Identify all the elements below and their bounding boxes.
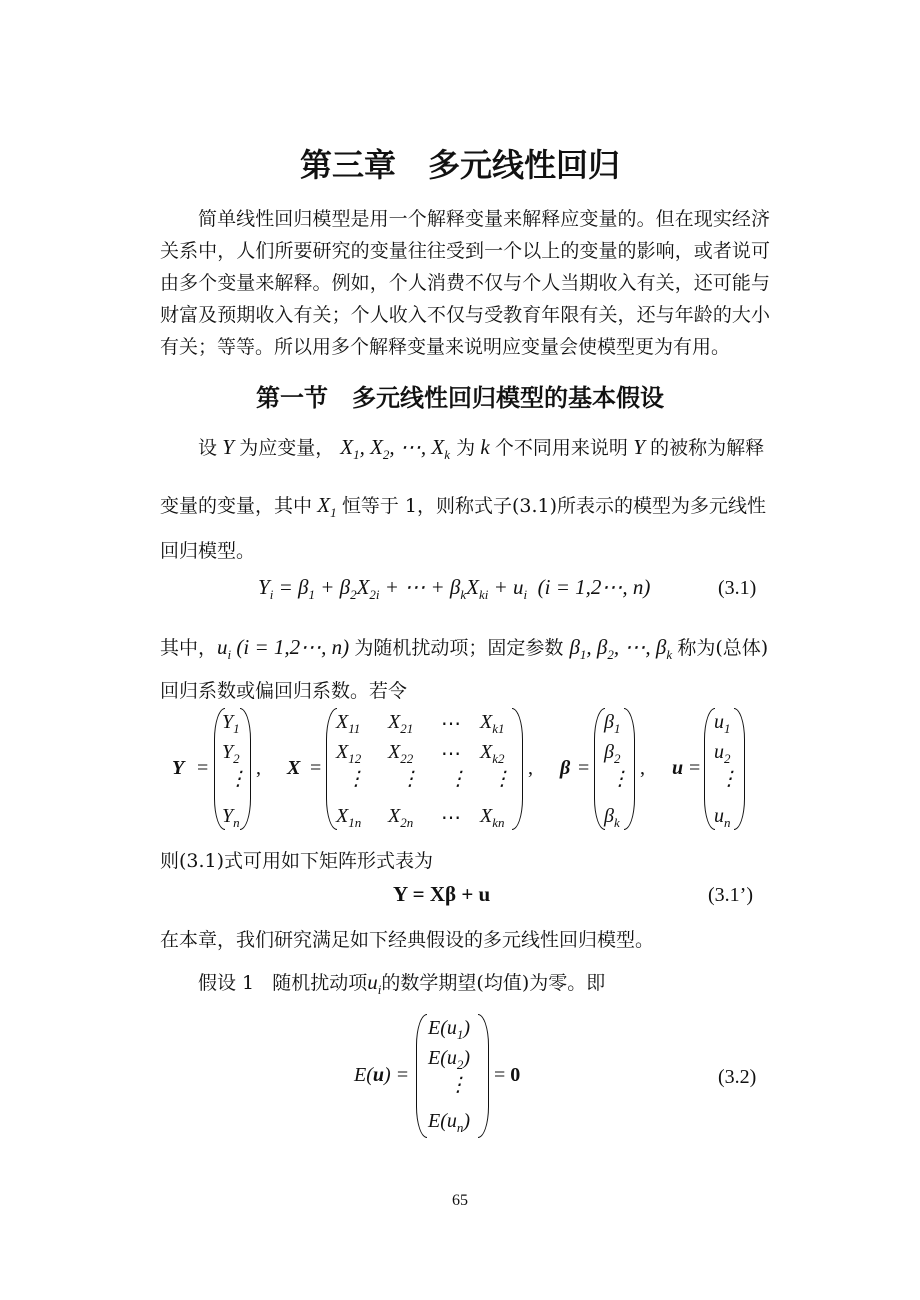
matrix-u-name: u [672, 757, 684, 779]
matrix-beta-name: β [560, 757, 571, 779]
paragraph-matrix-form: 则(3.1)式可用如下矩阵形式表为 [160, 850, 434, 872]
paragraph-classical-assumptions: 在本章，我们研究满足如下经典假设的多元线性回归模型。 [160, 929, 655, 951]
equation-number-3-1: (3.1) [718, 577, 757, 599]
equation-3-2: E(u) = $E(u_1)$ $E(u_2)$ ⋮ $E(u_n)$ = 0 [0, 0, 920, 1300]
paragraph-coefficients: 回归系数或偏回归系数。若令 [160, 680, 408, 702]
intro-paragraph: 简单线性回归模型是用一个解释变量来解释应变量的。但在现实经济关系中，人们所要研究的变量往往受到一个以上的变量的影响，或者说可由多个变量来解释。例如，个人消费不仅与个人当期收入有关，还可能与财富及预期收入有关；个人收入不仅与受教育年限有关，还与年龄的大小有关；等等。所以用多个解释变量来说明应变量会使模型更为有用。 [160, 208, 770, 358]
paragraph-definition-line1: 设 Y 为应变量， $X_1$, $X_2$, ⋯, $X_k$ 为 k 个不同用来说明 Y 的被称为解释 [198, 435, 765, 463]
matrix-X-name: X [287, 757, 301, 779]
equation-3-1: $Y_i = \beta_1 + \beta_2X_{2i}$ + ⋯ + $\beta_kX_{ki} + u_i$ (i = 1,2⋯, n) [258, 575, 651, 603]
equation-number-3-1-prime: (3.1’) [708, 884, 753, 906]
chapter-title: 第三章 多元线性回归 [299, 146, 620, 184]
equation-3-1-prime: Y = Xβ + u [393, 882, 491, 906]
matrix-definitions: Y = $Y_1$ $Y_2$ ⋮ $Y_n$ , X = $X_{11}$ $X_{21}$ ⋯ $X_{k1}$ $X_{12}$ $X_{22}$ ⋯ $X_{k2}$ ⋮ ⋮ ⋮ ⋮ $X_{1n}$ $X_{2n}$ ⋯ $X_{kn}$ , β = $\beta_1$ $\beta_2$ ⋮ $\beta_k$ , u = $u_1$ $u_2$ ⋮ $u_n$ [0, 0, 920, 1300]
paragraph-definition-line2: 变量的变量，其中 $X_1$ 恒等于 1，则称式子(3.1)所表示的模型为多元线性 [160, 493, 767, 521]
assumption-1: 假设 1 随机扰动项$u_i$的数学期望(均值)为零。即 [198, 970, 606, 998]
paragraph-definition-line3: 回归模型。 [160, 540, 256, 562]
section-title: 第一节 多元线性回归模型的基本假设 [256, 384, 664, 412]
matrix-Y-name: Y [172, 757, 185, 779]
page-number: 65 [452, 1192, 468, 1209]
paragraph-disturbance: 其中，$u_i$ (i = 1,2⋯, n) 为随机扰动项；固定参数 $\beta_1$, $\beta_2$, ⋯, $\beta_k$ 称为(总体) [160, 635, 769, 663]
equation-number-3-2: (3.2) [718, 1066, 757, 1088]
